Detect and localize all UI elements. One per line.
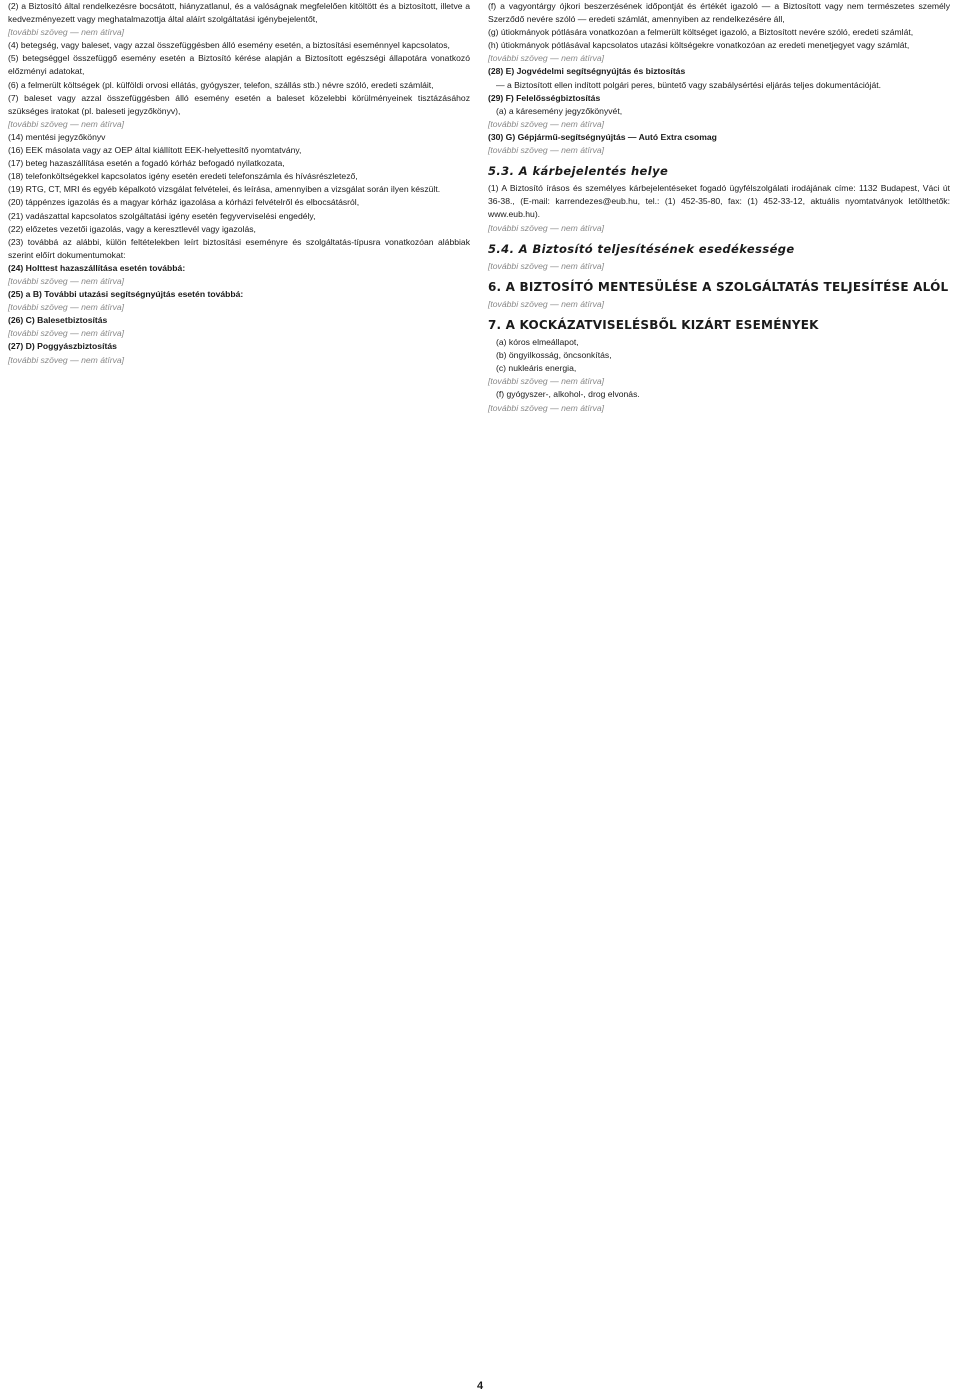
omitted-text-notice: [további szöveg — nem átírva] (8, 302, 125, 313)
section-heading: (29) F) Felelősségbiztosítás (488, 92, 601, 103)
paragraph: (19) RTG, CT, MRI és egyéb képalkotó vizsgálat felvételei, és leírása, amennyiben a vizsgálat során ilyen készült. (8, 184, 441, 195)
paragraph: (2) a Biztosító által rendelkezésre bocsátott, hiányzatlanul, és a valóságnak megfelelően kitöltött és a biztosított, illetve a kedvezményezett vagy meghatalmazottja által aláírt szolgáltatási igénybejelentőt, (8, 1, 470, 25)
omitted-text-notice: [további szöveg — nem átírva] (488, 53, 605, 64)
page-number: 4 (476, 1380, 484, 1392)
left-column (8, 0, 470, 367)
paragraph: (1) A Biztosító írásos és személyes kárbejelentéseket fogadó ügyfélszolgálati irodájának címe: 1132 Budapest, Váci út 36-38., (E-mail: karrendezes@eub.hu, tel.: (1) 452-35-80, fax: (1) 452-33-12, aktuális nyomtatványok letölthetők: www.eub.hu). (488, 183, 950, 220)
paragraph: (20) táppénzes igazolás és a magyar kórház igazolása a kórházi felvételről és elbocsátásról, (8, 197, 360, 208)
paragraph: (a) a káresemény jegyzőkönyvét, (496, 105, 623, 116)
section-heading: 5.4. A Biztosító teljesítésének esedékessége (488, 241, 795, 256)
omitted-text-notice: [további szöveg — nem átírva] (8, 118, 125, 129)
heading-item: (24) Holttest hazaszállítása esetén továbbá: (8, 262, 186, 273)
omitted-text-notice: [további szöveg — nem átírva] (488, 260, 605, 271)
omitted-text-notice: [további szöveg — nem átírva] (488, 222, 605, 233)
paragraph: (18) telefonköltségekkel kapcsolatos igény esetén eredeti telefonszámla és hívásrészletező, (8, 171, 358, 182)
omitted-text-notice: [további szöveg — nem átírva] (488, 145, 605, 156)
paragraph: (g) útiokmányok pótlására vonatkozóan a felmerült költséget igazoló, a Biztosított nevére szóló, eredeti számlát, (488, 27, 914, 38)
paragraph: (22) előzetes vezetői igazolás, vagy a keresztlevél vagy igazolás, (8, 223, 256, 234)
omitted-text-notice: [további szöveg — nem átírva] (488, 298, 605, 309)
paragraph: (21) vadászattal kapcsolatos szolgáltatási igény esetén fegyverviselési engedély, (8, 210, 316, 221)
omitted-text-notice: [további szöveg — nem átírva] (8, 275, 125, 286)
paragraph: (23) továbbá az alábbi, külön feltételekben leírt biztosítási eseményre és szolgáltatás-típusra vonatkozóan alábbiak szerint előírt dokumentumokat: (8, 236, 470, 260)
paragraph: (5) betegséggel összefüggő esemény esetén a Biztosító kérése alapján a Biztosított egészségi állapotára vonatkozó előzményi adatokat, (8, 53, 470, 77)
heading-item: (27) D) Poggyászbiztosítás (8, 341, 117, 352)
paragraph: (6) a felmerült költségek (pl. külföldi orvosi ellátás, gyógyszer, telefon, szállás stb.) névre szóló, eredeti számláit, (8, 79, 434, 90)
section-heading: (30) G) Gépjármű-segítségnyújtás — Autó Extra csomag (488, 131, 717, 142)
section-heading: 5.3. A kárbejelentés helye (488, 164, 669, 179)
paragraph: — a Biztosított ellen indított polgári peres, büntető vagy szabálysértési eljárás teljes dokumentációját. (496, 79, 882, 90)
section-heading: 6. A BIZTOSÍTÓ MENTESÜLÉSE A SZOLGÁLTATÁS TELJESÍTÉSE ALÓL (488, 279, 949, 294)
omitted-text-notice: [további szöveg — nem átírva] (488, 376, 605, 387)
paragraph: (h) útiokmányok pótlásával kapcsolatos utazási költségekre vonatkozóan az eredeti menetjegyet vagy számlát, (488, 40, 910, 51)
paragraph: (7) baleset vagy azzal összefüggésben álló esemény esetén a baleset közelebbi körülményeinek tisztázásához szükséges iratokat (pl. baleseti jegyzőkönyv), (8, 92, 470, 116)
paragraph: (4) betegség, vagy baleset, vagy azzal összefüggésben álló esemény esetén, a biztosítási eseménnyel kapcsolatos, (8, 40, 450, 51)
section-heading: (28) E) Jogvédelmi segítségnyújtás és biztosítás (488, 66, 686, 77)
omitted-text-notice: [további szöveg — nem átírva] (8, 354, 125, 365)
paragraph: (a) kóros elmeállapot, (496, 337, 579, 348)
paragraph: (f) gyógyszer-, alkohol-, drog elvonás. (496, 389, 640, 400)
paragraph: (c) nukleáris energia, (496, 363, 577, 374)
paragraph: (b) öngyilkosság, öncsonkítás, (496, 350, 612, 361)
omitted-text-notice: [további szöveg — nem átírva] (488, 118, 605, 129)
paragraph: (f) a vagyontárgy ójkori beszerzésének időpontját és értékét igazoló — a Biztosított vagy nem természetes személy Szerződő nevére szóló — eredeti számlát, amennyiben az rendelkezésére áll, (488, 1, 950, 25)
paragraph: (16) EEK másolata vagy az OEP által kiállított EEK-helyettesítő nyomtatvány, (8, 145, 302, 156)
omitted-text-notice: [további szöveg — nem átírva] (488, 402, 605, 413)
paragraph: (14) mentési jegyzőkönyv (8, 131, 106, 142)
heading-item: (26) C) Balesetbiztosítás (8, 315, 108, 326)
paragraph: (17) beteg hazaszállítása esetén a fogadó kórház befogadó nyilatkozata, (8, 158, 285, 169)
omitted-text-notice: [további szöveg — nem átírva] (8, 27, 125, 38)
section-heading: 7. A KOCKÁZATVISELÉSBŐL KIZÁRT ESEMÉNYEK (488, 317, 819, 332)
heading-item: (25) a B) További utazási segítségnyújtás esetén továbbá: (8, 289, 244, 300)
omitted-text-notice: [további szöveg — nem átírva] (8, 328, 125, 339)
right-column (488, 0, 950, 415)
